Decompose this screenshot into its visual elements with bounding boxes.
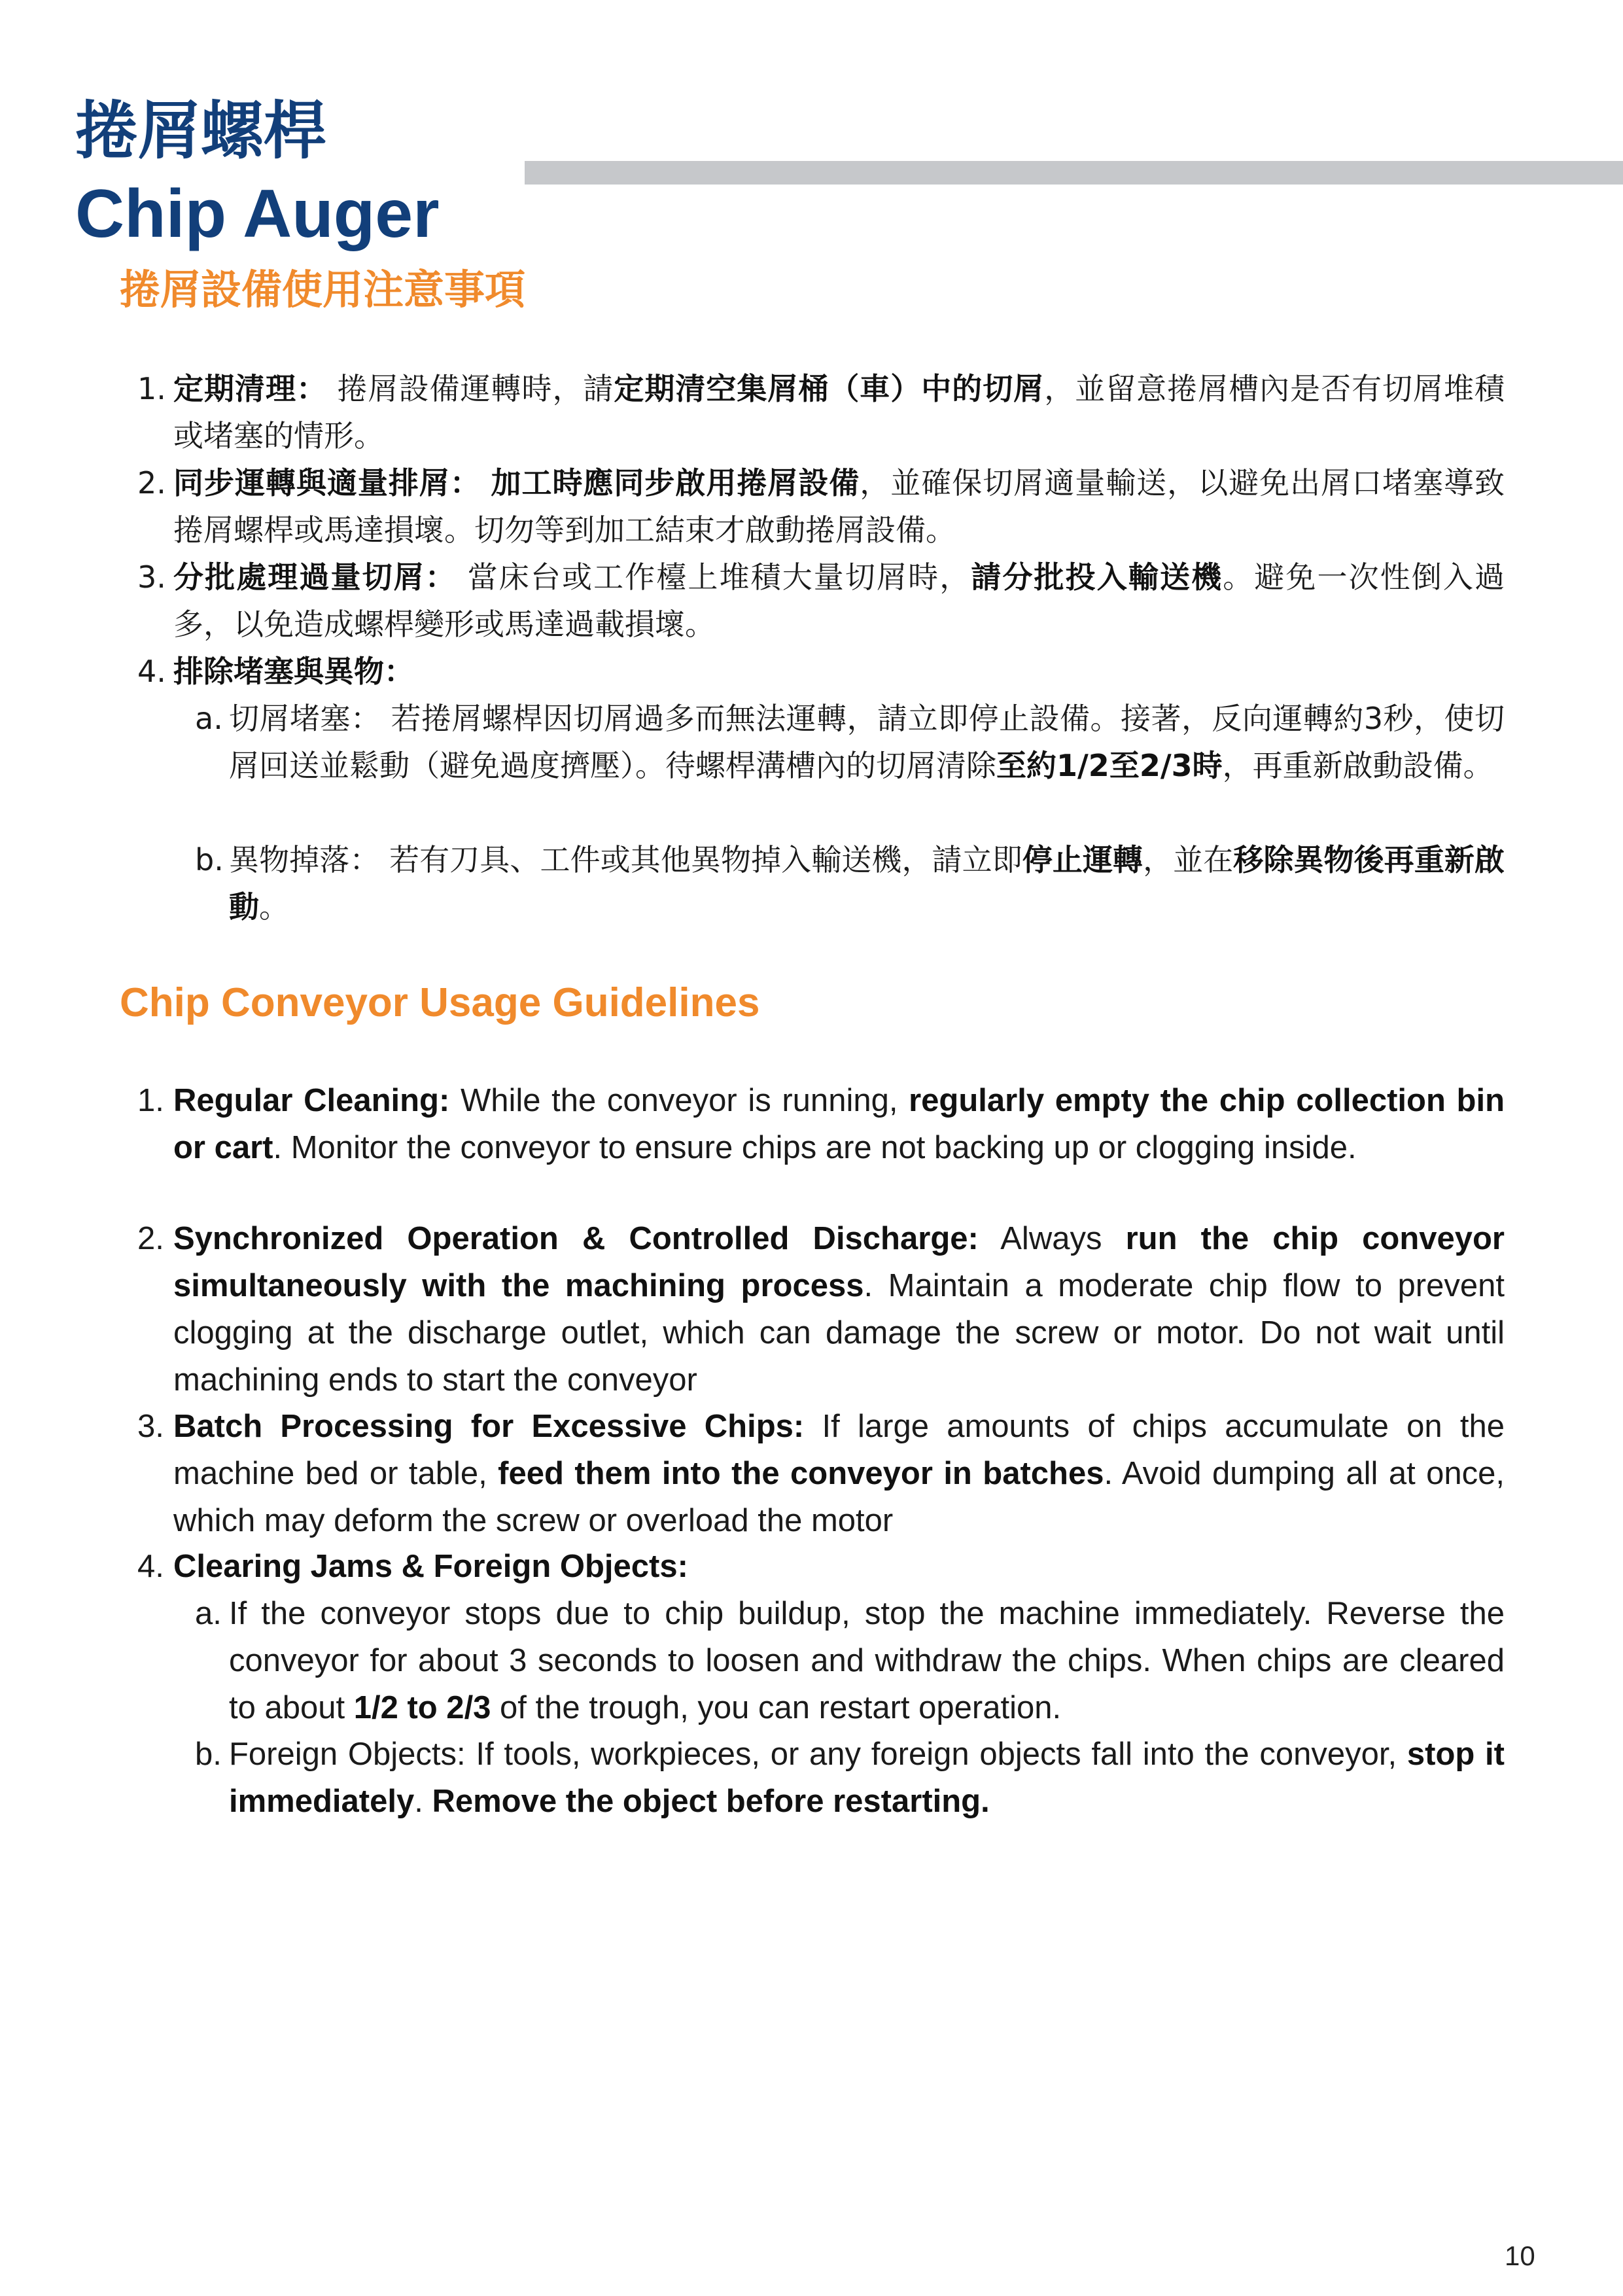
list-item [137, 1215, 1505, 1404]
item-emphasis: 至約1/2至2/3時 [996, 748, 1223, 783]
item-text: . Maintain a moderate chip flow to prevent clogging at the discharge outlet, which can damage the screw or motor. Do not wait until machining ends to start the conveyor [173, 1268, 1505, 1398]
item-emphasis: run the chip conveyor simultaneously with the machining process [173, 1221, 1505, 1303]
sub-item-letter: a. [195, 701, 223, 736]
list-item [137, 459, 1505, 554]
section-heading-chinese: 捲屑設備使用注意事項 [120, 266, 526, 313]
item-number: 1. [137, 1083, 164, 1118]
item-emphasis: 請分批投入輸送機 [971, 559, 1223, 595]
item-text: ，再重新啟動設備。 [1222, 748, 1493, 783]
list-item [137, 1543, 1505, 1590]
item-text: 捲屑設備運轉時，請 [326, 371, 614, 406]
item-emphasis: 加工時應同步啟用捲屑設備 [491, 465, 860, 501]
item-text: If the conveyor stops due to chip buildup, stop the machine immediately. Reverse the conveyor for about 3 seconds to loosen and withdraw the chips. When chips are cleared to about [229, 1596, 1505, 1725]
item-emphasis: feed them into the conveyor in batches [498, 1456, 1104, 1491]
item-text: 。 [259, 889, 289, 925]
item-text: 當床台或工作檯上堆積大量切屑時， [456, 559, 971, 595]
item-number: 4. [137, 654, 166, 689]
list-item [137, 1077, 1505, 1171]
page-number: 10 [1505, 2240, 1535, 2271]
item-text [481, 465, 491, 501]
item-text: . [414, 1784, 432, 1819]
item-text: . Avoid dumping all at once, which may deform the screw or overload the motor [173, 1456, 1505, 1538]
item-label: 定期清理： [173, 371, 327, 406]
item-text: 切屑堵塞： 若捲屑螺桿因切屑過多而無法運轉，請立即停止設備。接著，反向運轉約3秒，使切屑回送並鬆動（避免過度擠壓）。待螺桿溝槽內的切屑清除 [229, 701, 1505, 783]
item-number: 4. [137, 1549, 164, 1584]
item-text: ，並留意捲屑槽內是否有切屑堆積或堵塞的情形。 [173, 371, 1505, 453]
item-text: . Monitor the conveyor to ensure chips are not backing up or clogging inside. [273, 1130, 1357, 1165]
item-label: Batch Processing for Excessive Chips: [173, 1409, 805, 1444]
sub-item-letter: b. [195, 1737, 222, 1772]
page-title-chinese: 捲屑螺桿 [75, 94, 326, 168]
item-emphasis: 停止運轉 [1022, 842, 1143, 877]
item-number: 2. [137, 1221, 164, 1256]
sub-list-item [195, 836, 1505, 930]
item-text: ，並確保切屑適量輸送，以避免出屑口堵塞導致捲屑螺桿或馬達損壞。切勿等到加工結束才啟動捲屑設備。 [173, 465, 1505, 548]
item-label: 排除堵塞與異物： [173, 654, 414, 689]
item-text: Foreign Objects: If tools, workpieces, or any foreign objects fall into the conveyor, [229, 1737, 1407, 1772]
list-item [137, 365, 1505, 459]
item-number: 1. [137, 371, 166, 406]
item-text: 。避免一次性倒入過多，以免造成螺桿變形或馬達過載損壞。 [173, 559, 1505, 642]
item-number: 3. [137, 559, 166, 595]
item-text: Always [978, 1221, 1126, 1256]
list-item [137, 554, 1505, 648]
item-text: 異物掉落： 若有刀具、工件或其他異物掉入輸送機，請立即 [229, 842, 1022, 877]
sub-list-item [195, 1590, 1505, 1731]
item-label: Synchronized Operation & Controlled Discharge: [173, 1221, 979, 1256]
list-item [137, 1403, 1505, 1544]
item-emphasis: Remove the object before restarting. [432, 1784, 990, 1819]
section-heading-english: Chip Conveyor Usage Guidelines [120, 980, 760, 1025]
page-title-english: Chip Auger [75, 176, 440, 252]
item-text: While the conveyor is running, [449, 1083, 909, 1118]
list-item [137, 648, 1505, 695]
item-number: 3. [137, 1409, 164, 1444]
sub-item-letter: a. [195, 1596, 222, 1631]
item-emphasis: 定期清空集屑桶（車）中的切屑 [614, 371, 1045, 406]
item-text: of the trough, you can restart operation. [491, 1690, 1062, 1725]
item-emphasis: 移除異物後再重新啟動 [229, 842, 1505, 925]
item-emphasis: regularly empty the chip collection bin or cart [173, 1083, 1505, 1165]
sub-list-item [195, 1731, 1505, 1825]
sub-list-item [195, 695, 1505, 789]
item-text: If large amounts of chips accumulate on the machine bed or table, [173, 1409, 1505, 1491]
item-label: 同步運轉與適量排屑： [173, 465, 481, 501]
item-text: ，並在 [1143, 842, 1234, 877]
title-divider-bar [525, 161, 1623, 185]
item-number: 2. [137, 465, 166, 501]
sub-item-letter: b. [195, 842, 224, 877]
item-emphasis: stop it immediately [229, 1737, 1505, 1819]
item-label: 分批處理過量切屑： [173, 559, 457, 595]
item-emphasis: 1/2 to 2/3 [353, 1690, 491, 1725]
item-label: Regular Cleaning: [173, 1083, 450, 1118]
item-label: Clearing Jams & Foreign Objects: [173, 1549, 688, 1584]
